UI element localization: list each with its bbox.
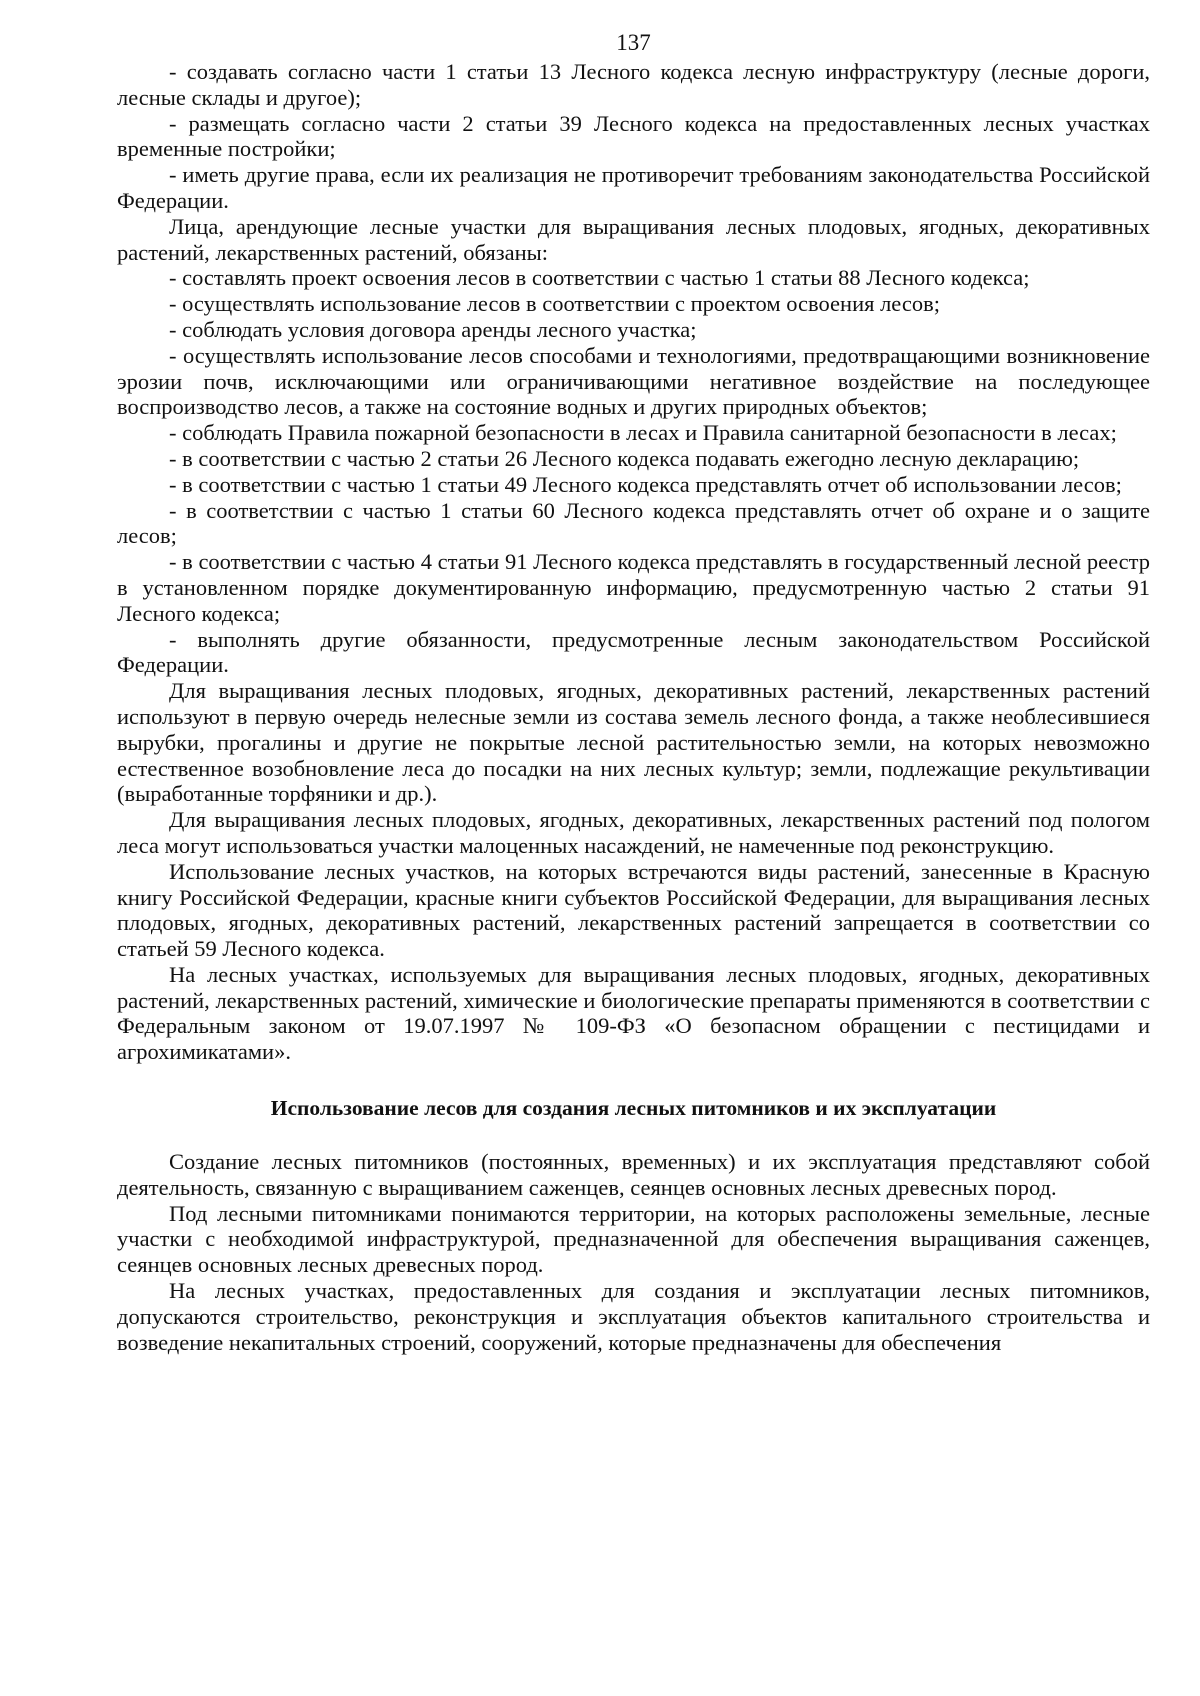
paragraph: Лица, арендующие лесные участки для выращивания лесных плодовых, ягодных, декоративных растений, лекарственных растений, обязаны:: [117, 213, 1150, 265]
paragraph: На лесных участках, используемых для выращивания лесных плодовых, ягодных, декоративных растений, лекарственных растений, химические и биологические препараты применяются в соответствии с Федеральным законом от 19.07.1997 № 109-ФЗ «О безопасном обращении с пестицидами и агрохимикатами».: [117, 961, 1150, 1065]
paragraph: - осуществлять использование лесов способами и технологиями, предотвращающими возникновение эрозии почв, исключающими или ограничивающими негативное воздействие на последующее воспроизводство лесов, а также на состояние водных и других природных объектов;: [117, 342, 1150, 420]
paragraph: - выполнять другие обязанности, предусмотренные лесным законодательством Российской Федерации.: [117, 626, 1150, 678]
paragraph: Использование лесных участков, на которых встречаются виды растений, занесенные в Красную книгу Российской Федерации, красные книги субъектов Российской Федерации, для выращивания лесных плодовых, ягодных, декоративных растений, лекарственных растений запрещается в соответствии со статьей 59 Лесного кодекса.: [117, 858, 1150, 962]
paragraph: Создание лесных питомников (постоянных, временных) и их эксплуатация представляют собой деятельность, связанную с выращиванием саженцев, сеянцев основных лесных древесных пород.: [117, 1149, 1150, 1200]
paragraph: - в соответствии с частью 1 статьи 60 Лесного кодекса представлять отчет об охране и о защите лесов;: [117, 497, 1150, 549]
paragraph: - соблюдать условия договора аренды лесного участка;: [169, 316, 697, 342]
section-title: Использование лесов для создания лесных питомников и их эксплуатации: [270, 1096, 997, 1121]
page-number: 137: [616, 30, 651, 55]
paragraph: - составлять проект освоения лесов в соответствии с частью 1 статьи 88 Лесного кодекса;: [169, 265, 1030, 291]
paragraph: - соблюдать Правила пожарной безопасности в лесах и Правила санитарной безопасности в лесах;: [169, 420, 1117, 446]
paragraph: - иметь другие права, если их реализация не противоречит требованиям законодательства Российской Федерации.: [117, 162, 1150, 213]
paragraph: - осуществлять использование лесов в соответствии с проектом освоения лесов;: [169, 291, 940, 317]
paragraphs-after: [117, 1149, 1150, 1355]
paragraph: - создавать согласно части 1 статьи 13 Лесного кодекса лесную инфраструктуру (лесные дороги, лесные склады и другое);: [117, 59, 1150, 110]
paragraph: Для выращивания лесных плодовых, ягодных, декоративных, лекарственных растений под пологом леса могут использоваться участки малоценных насаждений, не намеченные под реконструкцию.: [117, 807, 1150, 858]
paragraphs-before: [117, 59, 1150, 1065]
paragraph: - в соответствии с частью 1 статьи 49 Лесного кодекса представлять отчет об использовании лесов;: [169, 471, 1122, 497]
paragraph: - в соответствии с частью 4 статьи 91 Лесного кодекса представлять в государственный лесной реестр в установленном порядке документированную информацию, предусмотренную частью 2 статьи 91 Лесного кодекса;: [117, 549, 1150, 626]
paragraph: Для выращивания лесных плодовых, ягодных, декоративных растений, лекарственных растений используют в первую очередь нелесные земли из состава земель лесного фонда, а также необлесившиеся вырубки, прогалины и другие не покрытые лесной растительностью земли, на которых невозможно естественное возобновление леса до посадки на них лесных культур; земли, подлежащие рекультивации (выработанные торфяники и др.).: [117, 678, 1150, 807]
document-page: [117, 30, 1150, 1355]
paragraph: - размещать согласно части 2 статьи 39 Лесного кодекса на предоставленных лесных участках временные постройки;: [117, 110, 1150, 162]
paragraph: На лесных участках, предоставленных для создания и эксплуатации лесных питомников, допускаются строительство, реконструкция и эксплуатация объектов капитального строительства и возведение некапитальных строений, сооружений, которые предназначены для обеспечения: [117, 1278, 1150, 1355]
paragraph: - в соответствии с частью 2 статьи 26 Лесного кодекса подавать ежегодно лесную декларацию;: [169, 445, 1080, 471]
paragraph: Под лесными питомниками понимаются территории, на которых расположены земельные, лесные участки с необходимой инфраструктурой, предназначенной для обеспечения выращивания саженцев, сеянцев основных лесных древесных пород.: [117, 1200, 1150, 1278]
